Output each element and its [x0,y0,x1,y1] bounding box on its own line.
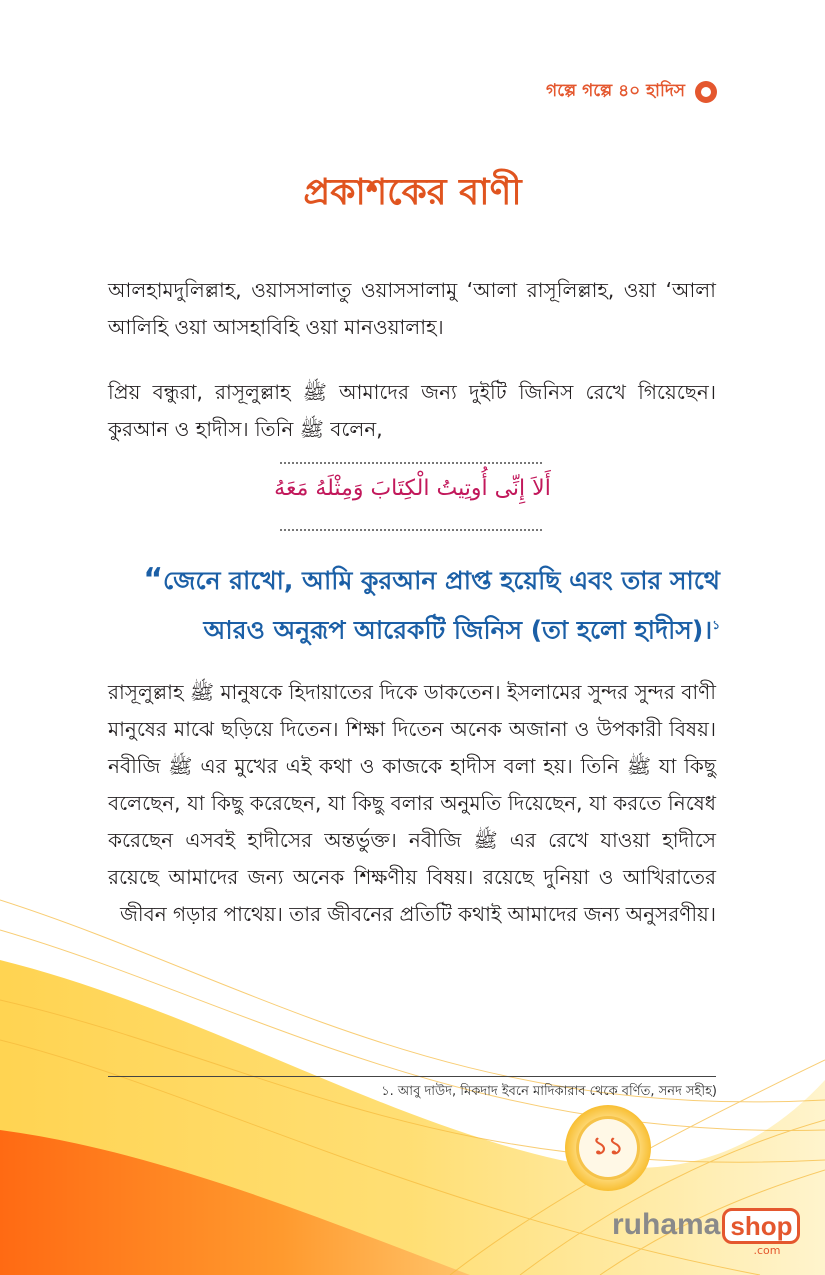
running-header [546,78,717,106]
page-number: ১১ [579,1119,637,1177]
brand-name: ruhama [612,1208,721,1241]
footnote-ref: ১ [712,618,720,632]
dotted-divider-bottom [280,529,542,531]
arabic-hadith-quote: أَلاَ إِنِّى أُوتِيتُ الْكِتَابَ وَمِثْلَهُ مَعَهُ [274,476,551,501]
translation-line-1 [108,558,720,603]
footnote-divider [108,1076,716,1077]
book-title: গল্পে গল্পে ৪০ হাদিস [546,81,685,101]
translation-line-1-text: জেনে রাখো, আমি কুরআন প্রাপ্ত হয়েছি এবং তার সাথে [163,566,720,595]
translation-quote [108,558,720,652]
brand-domain: .com [753,1244,781,1257]
open-quote-mark: “ [143,562,164,597]
third-paragraph: রাসূলুল্লাহ ﷺ মানুষকে হিদায়াতের দিকে ডাকতেন। ইসলামের সুন্দর সুন্দর বাণী মানুষের মাঝে ছড়িয়ে দিতেন। শিক্ষা দিতেন অনেক অজানা ও উপকারী বিষয়। নবীজি ﷺ এর মুখের এই কথা ও কাজকে হাদীস বলা হয়। তিনি ﷺ যা কিছু বলেছেন, যা কিছু করেছেন, যা কিছু বলার অনুমতি দিয়েছেন, যা করতে নিষেধ করেছেন এসবই হাদীসের অন্তর্ভুক্ত। নবীজি ﷺ এর রেখে যাওয়া হাদীসে রয়েছে আমাদের জন্য অনেক শিক্ষণীয় বিষয়। রয়েছে দুনিয়া ও আখিরাতের জীবন গড়ার পাথেয়। তার জীবনের প্রতিটি কথাই আমাদের জন্য অনুসরণীয়। [108,680,717,926]
page-number-badge [565,1105,651,1191]
translation-line-2 [108,603,720,652]
brand-shop: shop [722,1208,800,1244]
translation-line-2-text: আরও অনুরূপ আরেকটি জিনিস (তা হলো হাদীস)। [203,615,713,645]
brand-logo [612,1208,800,1257]
page-title: প্রকাশকের বাণী [303,172,522,213]
second-paragraph: প্রিয় বন্ধুরা, রাসূলুল্লাহ ﷺ আমাদের জন্য দুইটি জিনিস রেখে গিয়েছেন। কুরআন ও হাদীস। তিনি ﷺ বলেন, [108,380,716,441]
dotted-divider-top [280,462,542,464]
intro-paragraph: আলহামদুলিল্লাহ, ওয়াসসালাতু ওয়াসসালামু ‘আলা রাসূলিল্লাহ, ওয়া ‘আলা আলিহি ওয়া আসহাবিহি ওয়া মানওয়ালাহ। [108,278,716,339]
circle-ring-icon [695,81,717,103]
footnote: ১. আবু দাউদ, মিকদাদ ইবনে মাদিকারাব থেকে বর্ণিত, সনদ সহীহ) [381,1084,717,1099]
